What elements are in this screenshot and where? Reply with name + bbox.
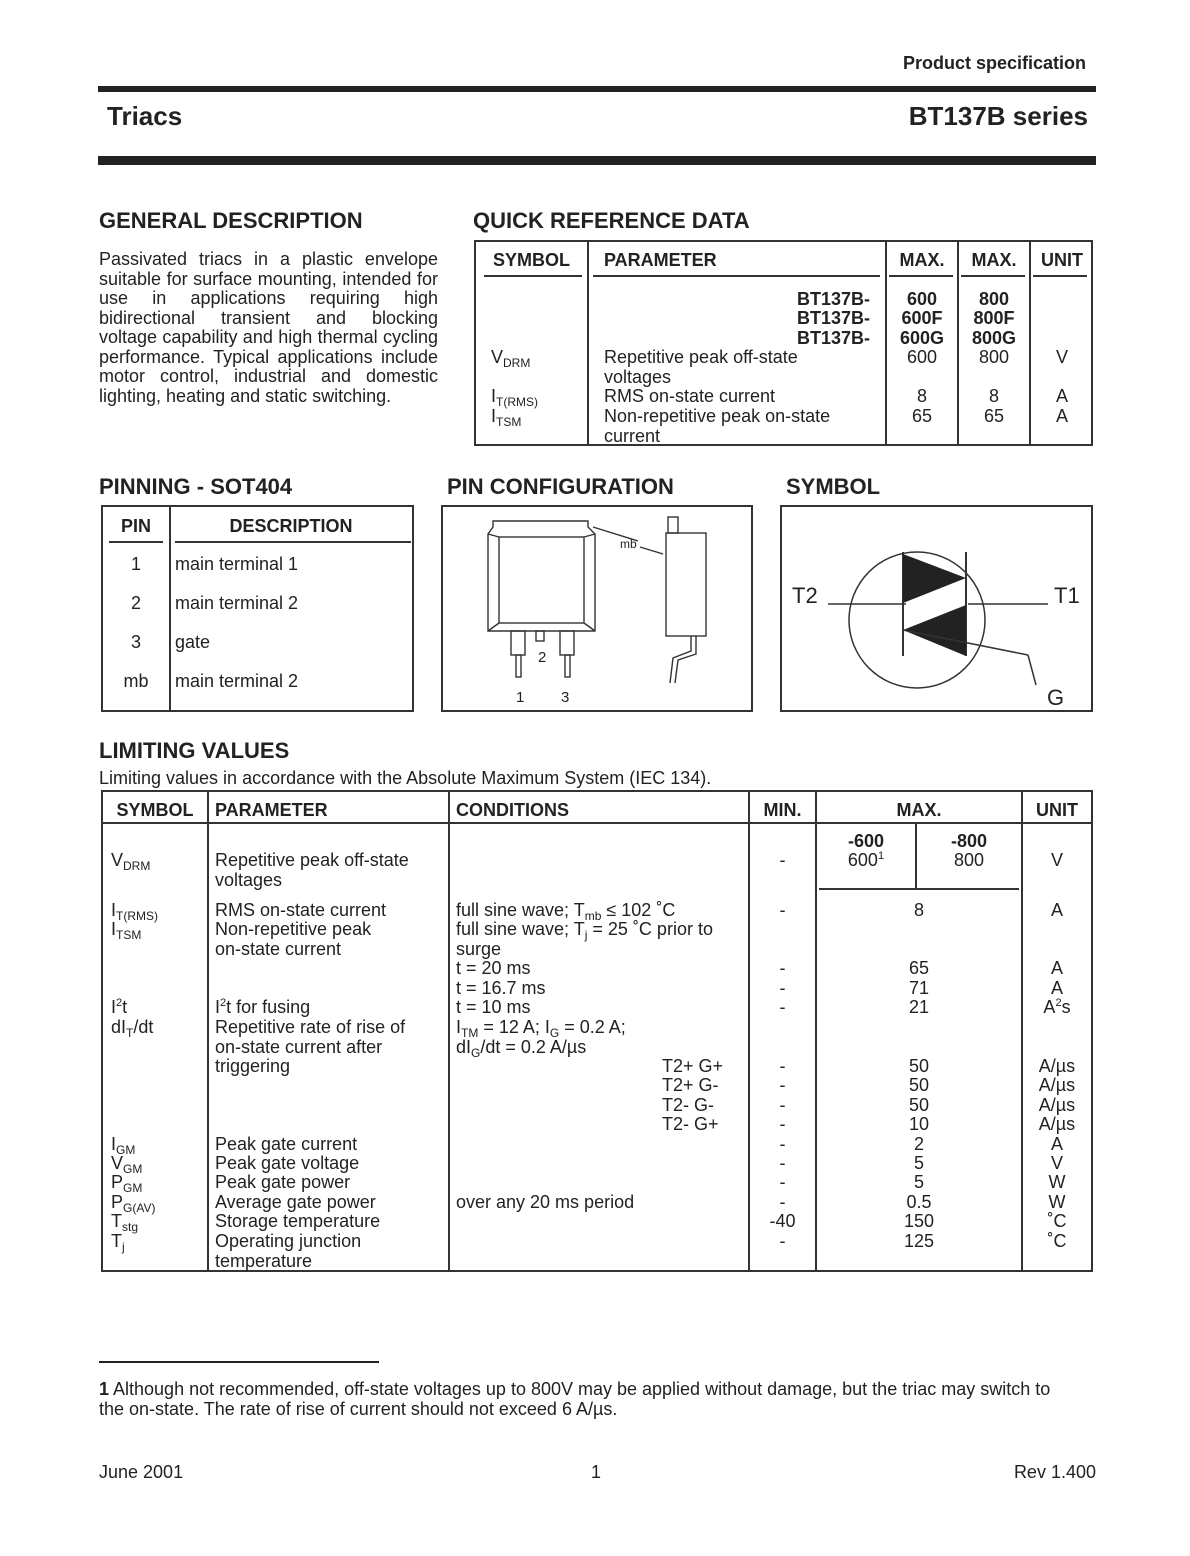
qr-type-800g: 800G [971, 328, 1017, 348]
qr-symbol-vdrm: $V_{DRM}$ [491, 347, 531, 370]
lv-header-max: MAX. [896, 800, 942, 820]
pin-config-diagram [441, 505, 753, 712]
lv-symbol-dit: $dI_T/dt$ [111, 1017, 154, 1040]
qr-param-vdrm: Repetitive peak off-state voltages [604, 347, 798, 387]
lv-param-vgm: Peak gate voltage [215, 1153, 360, 1173]
mb-label: mb [620, 537, 637, 551]
lv-dit-max: 50 [908, 1056, 930, 1076]
pin-config-heading: PIN CONFIGURATION [447, 474, 674, 499]
header-rule-bottom [98, 156, 1096, 165]
triac-symbol-diagram [780, 505, 1093, 712]
lv-vdrm-min: - [779, 850, 786, 870]
lv-vgm-unit: V [1050, 1153, 1063, 1173]
lv-itrms-max: 8 [913, 900, 924, 920]
lv-param-pgm: Peak gate power [215, 1172, 351, 1192]
qr-param-itsm: Non-repetitive peak on-state current [604, 406, 831, 446]
qr-type-label-1: BT137B- [796, 289, 870, 309]
qr-param-itrms: RMS on-state current [604, 386, 776, 406]
lv-cond-itsm-20ms: t = 20 ms [456, 958, 531, 978]
qr-header-max1: MAX. [899, 250, 945, 270]
qr-type-label-2: BT137B- [796, 308, 870, 328]
pin-header-pin: PIN [120, 516, 151, 536]
lv-cond-dit: $I_{TM} = 12$ A; $I_G = 0.2$ A; $dI_G/dt = 0.2$ A/µs [456, 1017, 626, 1060]
lv-pgm-min: - [779, 1172, 786, 1192]
pin3-label: 3 [561, 689, 570, 706]
lv-vgm-min: - [779, 1153, 786, 1173]
lv-symbol-vgm: $V_{GM}$ [111, 1153, 143, 1176]
lv-dit-unit: A/µs [1038, 1075, 1076, 1095]
lv-igm-unit: A [1050, 1134, 1063, 1154]
lv-param-i2t: $I^2t$ for fusing [215, 997, 311, 1017]
product-spec-label: Product specification [902, 53, 1086, 73]
lv-dit-max: 50 [908, 1075, 930, 1095]
lv-igm-max: 2 [913, 1134, 924, 1154]
lv-param-itsm: Non-repetitive peak on-state current [215, 919, 372, 959]
terminal-t2-label: T2 [792, 583, 818, 608]
header-rule-top [98, 86, 1096, 92]
qr-itsm-max2: 65 [983, 406, 1005, 426]
lv-dit-quadrant: T2- G- [662, 1095, 714, 1115]
qr-header-symbol: SYMBOL [492, 250, 570, 270]
lv-symbol-tstg: $T_{stg}$ [111, 1211, 139, 1234]
qr-vdrm-max2: 800 [978, 347, 1010, 367]
lv-dit-min: - [779, 1056, 786, 1076]
lv-dit-unit: A/µs [1038, 1056, 1076, 1076]
pinning-heading: PINNING - SOT404 [99, 474, 293, 499]
pin-description: gate [175, 632, 211, 652]
lv-dit-max: 10 [908, 1114, 930, 1134]
lv-vgm-max: 5 [913, 1153, 924, 1173]
lv-i2t-unit: $A^2s$ [1043, 997, 1071, 1017]
lv-symbol-igm: $I_{GM}$ [111, 1134, 136, 1157]
lv-pgav-unit: W [1048, 1192, 1066, 1212]
lv-itrms-min: - [779, 900, 786, 920]
lv-vdrm-max-600: $600^1$ [847, 850, 885, 870]
pinning-table [101, 505, 414, 712]
qr-vdrm-max1: 600 [906, 347, 938, 367]
qr-type-label-3: BT137B- [796, 328, 870, 348]
lv-symbol-pgm: $P_{GM}$ [111, 1172, 143, 1195]
lv-symbol-tj: $T_j$ [111, 1231, 125, 1254]
pin-number: 3 [130, 632, 141, 652]
lv-tstg-unit: ˚C [1047, 1211, 1067, 1231]
lv-dit-quadrant: T2+ G- [662, 1075, 719, 1095]
lv-itsm-16ms-max: 71 [908, 978, 930, 998]
qr-type-800: 800 [978, 289, 1010, 309]
footnote: 1 Although not recommended, off-state voltages up to 800V may be applied without damage, but the triac may switch to the on-state. The rate of rise of current should not exceed 6 A/µs. [99, 1379, 1051, 1419]
lv-dit-quadrant: T2- G+ [662, 1114, 719, 1134]
pin1-label: 1 [516, 689, 525, 706]
lv-subheader-800: -800 [950, 831, 988, 851]
limiting-values-intro: Limiting values in accordance with the Absolute Maximum System (IEC 134). [99, 768, 712, 788]
qr-header-unit: UNIT [1041, 250, 1083, 270]
qr-type-600: 600 [906, 289, 938, 309]
pin-number: mb [123, 671, 149, 691]
lv-itsm-20ms-unit: A [1050, 958, 1063, 978]
lv-tj-unit: ˚C [1047, 1231, 1067, 1251]
qr-itsm-max1: 65 [911, 406, 933, 426]
lv-symbol-pgav: $P_{G(AV)}$ [111, 1192, 156, 1215]
pin-header-description: DESCRIPTION [229, 516, 353, 536]
footnote-rule [99, 1361, 379, 1363]
lv-dit-unit: A/µs [1038, 1095, 1076, 1115]
qr-itrms-max1: 8 [916, 386, 927, 406]
general-description-body: Passivated triacs in a plastic envelope suitable for surface mounting, intended for use in applications requiring high bidirectional transient and blocking voltage capability and high thermal cycling performance. Typical applications include motor control, industrial and domestic lighting, heating and static switching. [99, 249, 438, 406]
lv-pgm-max: 5 [913, 1172, 924, 1192]
pin2-label: 2 [538, 649, 547, 666]
doc-title-left: Triacs [107, 101, 183, 131]
lv-itrms-unit: A [1050, 900, 1063, 920]
lv-tstg-max: 150 [903, 1211, 935, 1231]
pin-number: 2 [130, 593, 141, 613]
lv-symbol-itsm: $I_{TSM}$ [111, 919, 142, 942]
lv-dit-unit: A/µs [1038, 1114, 1076, 1134]
quick-reference-table [474, 240, 1093, 446]
lv-tj-max: 125 [903, 1231, 935, 1251]
lv-symbol-vdrm: $V_{DRM}$ [111, 850, 151, 873]
qr-itrms-unit: A [1055, 386, 1068, 406]
symbol-heading: SYMBOL [786, 474, 881, 499]
general-description-heading: GENERAL DESCRIPTION [99, 208, 363, 233]
lv-param-vdrm: Repetitive peak off-state voltages [215, 850, 409, 890]
qr-symbol-itrms: $I_{T(RMS)}$ [491, 386, 539, 409]
lv-cond-itrms: full sine wave; $T_{mb} \le 102$ ˚C [456, 900, 676, 923]
lv-pgav-max: 0.5 [906, 1192, 932, 1212]
lv-dit-max: 50 [908, 1095, 930, 1115]
lv-cond-itsm-16ms: t = 16.7 ms [456, 978, 546, 998]
lv-header-conditions: CONDITIONS [456, 800, 570, 820]
lv-cond-itsm: full sine wave; $T_j = 25$ ˚C prior to surge [456, 919, 713, 959]
lv-itsm-16ms-unit: A [1050, 978, 1063, 998]
pin-number: 1 [130, 554, 141, 574]
qr-type-600g: 600G [899, 328, 945, 348]
lv-i2t-max: 21 [908, 997, 930, 1017]
lv-vdrm-unit: V [1050, 850, 1063, 870]
lv-param-dit: Repetitive rate of rise of on-state current after triggering [215, 1017, 406, 1076]
lv-header-symbol: SYMBOL [116, 800, 194, 820]
lv-symbol-i2t: $I^2t$ [111, 997, 128, 1017]
lv-vdrm-max-800: 800 [953, 850, 985, 870]
qr-type-600f: 600F [901, 308, 943, 328]
qr-type-800f: 800F [973, 308, 1015, 328]
lv-igm-min: - [779, 1134, 786, 1154]
lv-itsm-16ms-min: - [779, 978, 786, 998]
triac-symbol-icon [782, 507, 1091, 710]
lv-itsm-20ms-min: - [779, 958, 786, 978]
pin-description: main terminal 2 [175, 671, 299, 691]
doc-title-right: BT137B series [908, 101, 1088, 131]
lv-param-igm: Peak gate current [215, 1134, 358, 1154]
lv-pgm-unit: W [1048, 1172, 1066, 1192]
footer-page-number: 1 [591, 1462, 602, 1482]
lv-param-itrms: RMS on-state current [215, 900, 387, 920]
lv-itsm-20ms-max: 65 [908, 958, 930, 978]
sot404-package-drawing [443, 507, 751, 710]
lv-tj-min: - [779, 1231, 786, 1251]
lv-dit-min: - [779, 1114, 786, 1134]
lv-header-min: MIN. [763, 800, 802, 820]
lv-dit-quadrant: T2+ G+ [662, 1056, 724, 1076]
qr-header-parameter: PARAMETER [604, 250, 717, 270]
quick-reference-heading: QUICK REFERENCE DATA [473, 208, 750, 233]
qr-itsm-unit: A [1055, 406, 1068, 426]
lv-cond-pgav: over any 20 ms period [456, 1192, 635, 1212]
lv-dit-min: - [779, 1075, 786, 1095]
qr-symbol-itsm: $I_{TSM}$ [491, 406, 522, 429]
pin-description: main terminal 2 [175, 593, 299, 613]
lv-pgav-min: - [779, 1192, 786, 1212]
pin-description: main terminal 1 [175, 554, 299, 574]
lv-param-pgav: Average gate power [215, 1192, 376, 1212]
lv-dit-min: - [779, 1095, 786, 1115]
limiting-values-table [101, 790, 1093, 1272]
terminal-t1-label: T1 [1054, 583, 1080, 608]
footer-date: June 2001 [99, 1462, 184, 1482]
lv-subheader-600: -600 [847, 831, 885, 851]
gate-g-label: G [1047, 685, 1065, 710]
lv-tstg-min: -40 [769, 1211, 796, 1231]
lv-i2t-min: - [779, 997, 786, 1017]
qr-header-max2: MAX. [971, 250, 1017, 270]
qr-vdrm-unit: V [1055, 347, 1068, 367]
lv-param-tstg: Storage temperature [215, 1211, 381, 1231]
lv-header-unit: UNIT [1036, 800, 1078, 820]
limiting-values-heading: LIMITING VALUES [99, 738, 290, 763]
lv-symbol-itrms: $I_{T(RMS)}$ [111, 900, 159, 923]
lv-cond-i2t: t = 10 ms [456, 997, 531, 1017]
lv-param-tj: Operating junction temperature [215, 1231, 362, 1271]
qr-itrms-max2: 8 [988, 386, 999, 406]
footer-revision: Rev 1.400 [1013, 1462, 1096, 1482]
lv-header-parameter: PARAMETER [215, 800, 328, 820]
